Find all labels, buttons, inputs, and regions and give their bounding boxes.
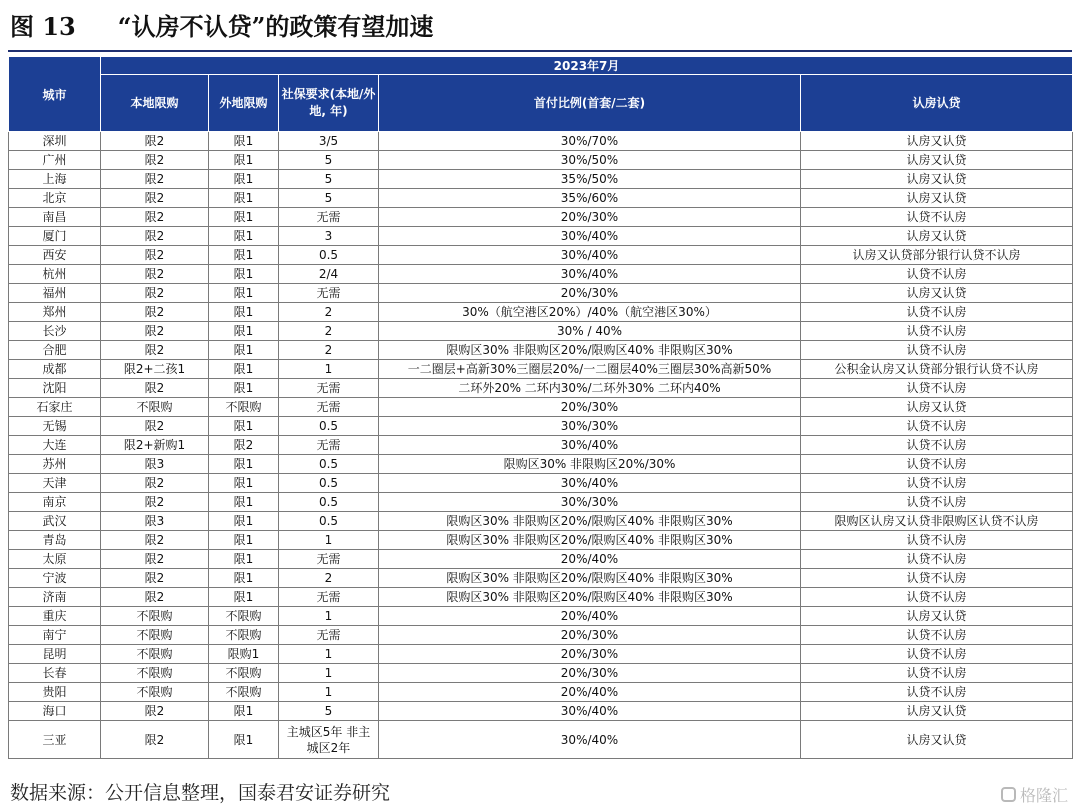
cell-recognition: 认贷不认房 (801, 531, 1073, 550)
cell-recognition: 认贷不认房 (801, 683, 1073, 702)
cell-local-limit: 限2 (101, 132, 209, 151)
cell-city: 杭州 (9, 265, 101, 284)
cell-social-security: 2 (279, 569, 379, 588)
cell-city: 西安 (9, 246, 101, 265)
cell-local-limit: 限2 (101, 265, 209, 284)
cell-city: 昆明 (9, 645, 101, 664)
cell-social-security: 1 (279, 607, 379, 626)
table-row (9, 512, 1073, 531)
cell-social-security: 5 (279, 189, 379, 208)
cell-local-limit: 不限购 (101, 626, 209, 645)
cell-local-limit: 限2 (101, 550, 209, 569)
cell-social-security: 无需 (279, 436, 379, 455)
cell-social-security: 2/4 (279, 265, 379, 284)
table-body (9, 132, 1073, 759)
table-row (9, 721, 1073, 759)
cell-nonlocal-limit: 限1 (209, 227, 279, 246)
cell-local-limit: 限2 (101, 474, 209, 493)
cell-social-security: 5 (279, 702, 379, 721)
cell-city: 重庆 (9, 607, 101, 626)
cell-nonlocal-limit: 不限购 (209, 398, 279, 417)
cell-city: 郑州 (9, 303, 101, 322)
cell-nonlocal-limit: 限1 (209, 303, 279, 322)
cell-nonlocal-limit: 限1 (209, 284, 279, 303)
cell-social-security: 2 (279, 303, 379, 322)
cell-recognition: 认房又认贷 (801, 284, 1073, 303)
table-row (9, 341, 1073, 360)
cell-recognition: 认房又认贷 (801, 170, 1073, 189)
source-note: 数据来源：公开信息整理，国泰君安证券研究 (10, 782, 391, 804)
cell-recognition: 认房又认贷 (801, 189, 1073, 208)
watermark-text: 格隆汇 (1019, 786, 1068, 805)
cell-nonlocal-limit: 不限购 (209, 626, 279, 645)
header-social-security: 社保要求(本地/外地, 年) (279, 75, 379, 132)
header-down-payment: 首付比例(首套/二套) (379, 75, 801, 132)
cell-nonlocal-limit: 限2 (209, 436, 279, 455)
cell-nonlocal-limit: 限1 (209, 379, 279, 398)
cell-down-payment: 30%/40% (379, 246, 801, 265)
cell-recognition: 认房又认贷 (801, 702, 1073, 721)
table-row (9, 550, 1073, 569)
cell-city: 三亚 (9, 721, 101, 759)
cell-city: 无锡 (9, 417, 101, 436)
cell-local-limit: 限2 (101, 208, 209, 227)
cell-city: 福州 (9, 284, 101, 303)
cell-recognition: 限购区认房又认贷非限购区认贷不认房 (801, 512, 1073, 531)
cell-social-security: 0.5 (279, 512, 379, 531)
cell-local-limit: 限3 (101, 455, 209, 474)
cell-down-payment: 限购区30% 非限购区20%/限购区40% 非限购区30% (379, 512, 801, 531)
cell-recognition: 认贷不认房 (801, 645, 1073, 664)
cell-local-limit: 限2 (101, 721, 209, 759)
table-row (9, 664, 1073, 683)
header-recognition: 认房认贷 (801, 75, 1073, 132)
cell-local-limit: 限2 (101, 493, 209, 512)
cell-local-limit: 不限购 (101, 683, 209, 702)
cell-social-security: 3/5 (279, 132, 379, 151)
cell-down-payment: 限购区30% 非限购区20%/限购区40% 非限购区30% (379, 588, 801, 607)
cell-social-security: 0.5 (279, 246, 379, 265)
cell-local-limit: 限2 (101, 531, 209, 550)
cell-recognition: 认贷不认房 (801, 303, 1073, 322)
cell-down-payment: 限购区30% 非限购区20%/限购区40% 非限购区30% (379, 531, 801, 550)
cell-nonlocal-limit: 限1 (209, 474, 279, 493)
header-city: 城市 (9, 57, 101, 132)
cell-recognition: 认贷不认房 (801, 208, 1073, 227)
cell-down-payment: 30%/40% (379, 436, 801, 455)
cell-recognition: 认房又认贷 (801, 151, 1073, 170)
cell-local-limit: 不限购 (101, 645, 209, 664)
cell-nonlocal-limit: 限1 (209, 512, 279, 531)
cell-local-limit: 限2+二孩1 (101, 360, 209, 379)
table-row (9, 683, 1073, 702)
table-row (9, 132, 1073, 151)
cell-city: 深圳 (9, 132, 101, 151)
cell-nonlocal-limit: 限1 (209, 360, 279, 379)
table-row (9, 322, 1073, 341)
cell-recognition: 公积金认房又认贷部分银行认贷不认房 (801, 360, 1073, 379)
cell-down-payment: 35%/50% (379, 170, 801, 189)
cell-nonlocal-limit: 限1 (209, 550, 279, 569)
cell-nonlocal-limit: 不限购 (209, 664, 279, 683)
cell-down-payment: 20%/30% (379, 398, 801, 417)
cell-city: 太原 (9, 550, 101, 569)
header-period: 2023年7月 (101, 57, 1073, 75)
cell-social-security: 无需 (279, 284, 379, 303)
cell-nonlocal-limit: 限1 (209, 132, 279, 151)
cell-local-limit: 限3 (101, 512, 209, 531)
cell-local-limit: 限2 (101, 379, 209, 398)
cell-recognition: 认贷不认房 (801, 436, 1073, 455)
cell-nonlocal-limit: 限购1 (209, 645, 279, 664)
cell-down-payment: 30%/40% (379, 721, 801, 759)
figure-title (10, 4, 433, 44)
cell-recognition: 认房又认贷部分银行认贷不认房 (801, 246, 1073, 265)
cell-down-payment: 限购区30% 非限购区20%/30% (379, 455, 801, 474)
cell-down-payment: 30%/50% (379, 151, 801, 170)
cell-recognition: 认贷不认房 (801, 455, 1073, 474)
cell-down-payment: 30%/40% (379, 702, 801, 721)
table-row (9, 284, 1073, 303)
cell-local-limit: 限2 (101, 322, 209, 341)
cell-recognition: 认贷不认房 (801, 664, 1073, 683)
cell-down-payment: 20%/30% (379, 664, 801, 683)
cell-recognition: 认贷不认房 (801, 550, 1073, 569)
cell-down-payment: 20%/30% (379, 208, 801, 227)
table-row (9, 607, 1073, 626)
cell-nonlocal-limit: 限1 (209, 170, 279, 189)
watermark-logo-icon (1001, 787, 1016, 802)
cell-nonlocal-limit: 限1 (209, 417, 279, 436)
cell-local-limit: 限2 (101, 189, 209, 208)
cell-local-limit: 不限购 (101, 607, 209, 626)
cell-social-security: 2 (279, 322, 379, 341)
cell-recognition: 认贷不认房 (801, 493, 1073, 512)
cell-down-payment: 30%/30% (379, 493, 801, 512)
table-row (9, 208, 1073, 227)
table-row (9, 417, 1073, 436)
cell-nonlocal-limit: 限1 (209, 341, 279, 360)
cell-local-limit: 限2 (101, 341, 209, 360)
cell-nonlocal-limit: 限1 (209, 189, 279, 208)
table-row (9, 151, 1073, 170)
table-row (9, 398, 1073, 417)
cell-nonlocal-limit: 限1 (209, 569, 279, 588)
cell-recognition: 认贷不认房 (801, 265, 1073, 284)
cell-down-payment: 20%/40% (379, 550, 801, 569)
cell-local-limit: 限2 (101, 303, 209, 322)
cell-recognition: 认房又认贷 (801, 721, 1073, 759)
cell-nonlocal-limit: 不限购 (209, 607, 279, 626)
cell-nonlocal-limit: 限1 (209, 208, 279, 227)
cell-social-security: 3 (279, 227, 379, 246)
table-row (9, 474, 1073, 493)
cell-social-security: 1 (279, 360, 379, 379)
cell-social-security: 0.5 (279, 417, 379, 436)
cell-city: 合肥 (9, 341, 101, 360)
cell-social-security: 1 (279, 664, 379, 683)
cell-down-payment: 20%/30% (379, 284, 801, 303)
cell-city: 厦门 (9, 227, 101, 246)
cell-down-payment: 二环外20% 二环内30%/二环外30% 二环内40% (379, 379, 801, 398)
table-row (9, 227, 1073, 246)
cell-city: 成都 (9, 360, 101, 379)
header-nonlocal-limit: 外地限购 (209, 75, 279, 132)
table-row (9, 303, 1073, 322)
cell-social-security: 主城区5年 非主城区2年 (279, 721, 379, 759)
cell-nonlocal-limit: 限1 (209, 322, 279, 341)
cell-social-security: 2 (279, 341, 379, 360)
table-row (9, 436, 1073, 455)
cell-local-limit: 限2 (101, 151, 209, 170)
table-row (9, 170, 1073, 189)
table-row (9, 531, 1073, 550)
cell-local-limit: 不限购 (101, 664, 209, 683)
table-row (9, 379, 1073, 398)
cell-down-payment: 30%/40% (379, 474, 801, 493)
cell-city: 上海 (9, 170, 101, 189)
cell-down-payment: 20%/30% (379, 626, 801, 645)
figure-number: 图 13 (10, 11, 76, 41)
cell-city: 贵阳 (9, 683, 101, 702)
cell-social-security: 0.5 (279, 455, 379, 474)
cell-down-payment: 20%/40% (379, 607, 801, 626)
cell-social-security: 无需 (279, 208, 379, 227)
cell-city: 天津 (9, 474, 101, 493)
cell-recognition: 认贷不认房 (801, 626, 1073, 645)
cell-social-security: 无需 (279, 626, 379, 645)
cell-nonlocal-limit: 限1 (209, 721, 279, 759)
cell-city: 海口 (9, 702, 101, 721)
cell-down-payment: 35%/60% (379, 189, 801, 208)
table-row (9, 626, 1073, 645)
cell-down-payment: 30%/40% (379, 265, 801, 284)
cell-nonlocal-limit: 限1 (209, 702, 279, 721)
cell-city: 青岛 (9, 531, 101, 550)
cell-down-payment: 20%/30% (379, 645, 801, 664)
table-row (9, 702, 1073, 721)
cell-city: 沈阳 (9, 379, 101, 398)
cell-local-limit: 限2+新购1 (101, 436, 209, 455)
table-row (9, 455, 1073, 474)
cell-recognition: 认贷不认房 (801, 379, 1073, 398)
table-row (9, 493, 1073, 512)
cell-nonlocal-limit: 限1 (209, 531, 279, 550)
cell-recognition: 认贷不认房 (801, 588, 1073, 607)
table-row (9, 645, 1073, 664)
cell-nonlocal-limit: 限1 (209, 493, 279, 512)
cell-local-limit: 限2 (101, 588, 209, 607)
cell-recognition: 认贷不认房 (801, 569, 1073, 588)
cell-city: 宁波 (9, 569, 101, 588)
cell-city: 石家庄 (9, 398, 101, 417)
cell-city: 苏州 (9, 455, 101, 474)
cell-city: 大连 (9, 436, 101, 455)
cell-local-limit: 限2 (101, 702, 209, 721)
cell-down-payment: 30%/70% (379, 132, 801, 151)
cell-local-limit: 限2 (101, 227, 209, 246)
cell-local-limit: 限2 (101, 170, 209, 189)
cell-recognition: 认房又认贷 (801, 398, 1073, 417)
cell-social-security: 无需 (279, 398, 379, 417)
cell-local-limit: 限2 (101, 284, 209, 303)
cell-down-payment: 一二圈层+高新30%三圈层20%/一二圈层40%三圈层30%高新50% (379, 360, 801, 379)
cell-recognition: 认贷不认房 (801, 341, 1073, 360)
cell-city: 长春 (9, 664, 101, 683)
cell-social-security: 1 (279, 645, 379, 664)
cell-city: 广州 (9, 151, 101, 170)
table-row (9, 569, 1073, 588)
cell-local-limit: 限2 (101, 417, 209, 436)
cell-down-payment: 限购区30% 非限购区20%/限购区40% 非限购区30% (379, 569, 801, 588)
cell-city: 南昌 (9, 208, 101, 227)
cell-city: 长沙 (9, 322, 101, 341)
cell-social-security: 0.5 (279, 493, 379, 512)
cell-social-security: 无需 (279, 550, 379, 569)
cell-city: 南宁 (9, 626, 101, 645)
cell-down-payment: 限购区30% 非限购区20%/限购区40% 非限购区30% (379, 341, 801, 360)
header-local-limit: 本地限购 (101, 75, 209, 132)
cell-down-payment: 20%/40% (379, 683, 801, 702)
cell-local-limit: 限2 (101, 246, 209, 265)
cell-city: 武汉 (9, 512, 101, 531)
cell-city: 南京 (9, 493, 101, 512)
cell-nonlocal-limit: 限1 (209, 265, 279, 284)
table-row (9, 360, 1073, 379)
table-row (9, 189, 1073, 208)
cell-social-security: 无需 (279, 588, 379, 607)
table-row (9, 246, 1073, 265)
cell-down-payment: 30%/40% (379, 227, 801, 246)
cell-recognition: 认房又认贷 (801, 607, 1073, 626)
watermark (1001, 783, 1068, 806)
cell-recognition: 认房又认贷 (801, 227, 1073, 246)
cell-down-payment: 30%（航空港区20%）/40%（航空港区30%） (379, 303, 801, 322)
cell-nonlocal-limit: 限1 (209, 246, 279, 265)
figure-caption: “认房不认贷”的政策有望加速 (117, 11, 434, 41)
cell-recognition: 认贷不认房 (801, 474, 1073, 493)
cell-nonlocal-limit: 限1 (209, 455, 279, 474)
title-rule (8, 50, 1072, 52)
cell-social-security: 无需 (279, 379, 379, 398)
cell-social-security: 1 (279, 683, 379, 702)
cell-recognition: 认房又认贷 (801, 132, 1073, 151)
cell-local-limit: 不限购 (101, 398, 209, 417)
policy-table (8, 56, 1073, 759)
cell-social-security: 1 (279, 531, 379, 550)
cell-city: 北京 (9, 189, 101, 208)
cell-social-security: 0.5 (279, 474, 379, 493)
cell-nonlocal-limit: 限1 (209, 588, 279, 607)
cell-down-payment: 30% / 40% (379, 322, 801, 341)
table-row (9, 265, 1073, 284)
cell-local-limit: 限2 (101, 569, 209, 588)
cell-nonlocal-limit: 不限购 (209, 683, 279, 702)
table-row (9, 588, 1073, 607)
cell-social-security: 5 (279, 170, 379, 189)
cell-down-payment: 30%/30% (379, 417, 801, 436)
cell-social-security: 5 (279, 151, 379, 170)
cell-city: 济南 (9, 588, 101, 607)
cell-nonlocal-limit: 限1 (209, 151, 279, 170)
cell-recognition: 认贷不认房 (801, 417, 1073, 436)
cell-recognition: 认贷不认房 (801, 322, 1073, 341)
